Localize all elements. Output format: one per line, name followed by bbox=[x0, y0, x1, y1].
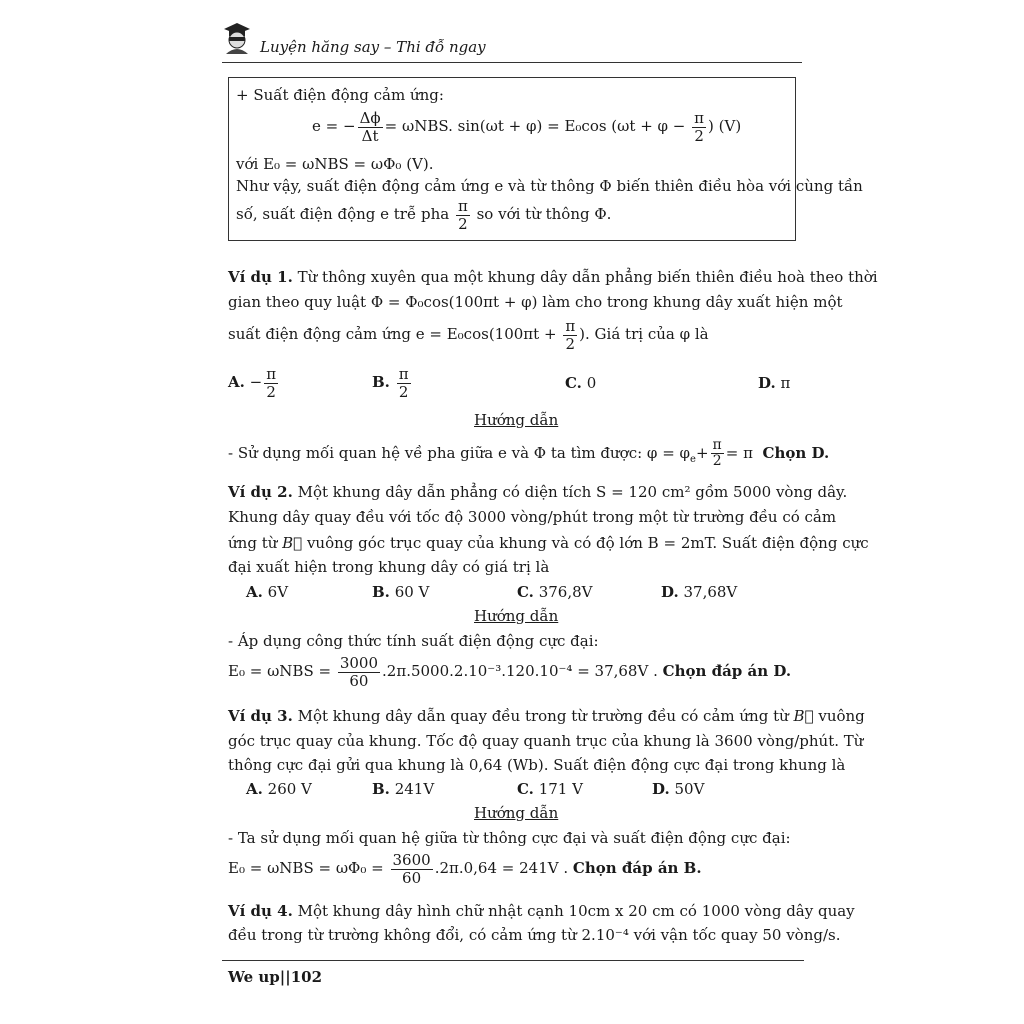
example-1-line-3: suất điện động cảm ứng e = E₀cos(100πt + $\frac{\pi}{2}$ ). Giá trị của φ là bbox=[228, 317, 709, 353]
box-line-1: + Suất điện động cảm ứng: bbox=[236, 86, 444, 104]
example-2-line-1: Ví dụ 2. Một khung dây dẫn phẳng có diện tích S = 120 cm² gồm 5000 vòng dây. bbox=[228, 483, 848, 501]
example-4-line-2: đều trong từ trường không đổi, có cảm ứng từ 2.10⁻⁴ với vận tốc quay 50 vòng/s. bbox=[228, 926, 841, 944]
example-2-guide-heading: Hướng dẫn bbox=[474, 607, 559, 625]
example-1-option-c: C. 0 bbox=[565, 374, 597, 392]
example-1-option-a: A. − $\frac{\pi}{2}$ bbox=[228, 365, 277, 401]
fraction: $\frac{\pi}{2}$ bbox=[457, 197, 468, 233]
header-rule bbox=[222, 62, 802, 63]
fraction: $\frac{\pi}{2}$ bbox=[694, 109, 705, 145]
box-line-4: Như vậy, suất điện động cảm ứng e và từ thông Φ biến thiên điều hòa với cùng tần bbox=[236, 177, 863, 195]
footer-rule bbox=[222, 960, 804, 961]
box-line-3: với E₀ = ωNBS = ωΦ₀ (V). bbox=[236, 155, 434, 173]
fraction: $\frac{\pi}{2}$ bbox=[398, 365, 409, 401]
example-2-line-3: ứng từ B⃗ vuông góc trục quay của khung và có độ lớn B = 2mT. Suất điện động cực bbox=[228, 534, 869, 552]
box-line-5: số, suất điện động e trễ pha $\frac{\pi}{2}$ so với từ thông Φ. bbox=[236, 197, 612, 233]
example-4-line-1: Ví dụ 4. Một khung dây hình chữ nhật cạnh 10cm x 20 cm có 1000 vòng dây quay bbox=[228, 902, 855, 920]
fraction: $\frac{\Delta\phi}{\Delta t}$ bbox=[359, 109, 381, 145]
fraction: $\frac{\pi}{2}$ bbox=[266, 365, 277, 401]
example-1-line-2: gian theo quy luật Φ = Φ₀cos(100πt + φ) làm cho trong khung dây xuất hiện một bbox=[228, 293, 843, 311]
example-3-guide-heading: Hướng dẫn bbox=[474, 804, 559, 822]
fraction: $\frac{3600}{60}$ bbox=[392, 851, 431, 887]
example-3-option-a: A. 260 V bbox=[246, 780, 312, 798]
example-2-line-2: Khung dây quay đều với tốc độ 3000 vòng/phút trong một từ trường đều có cảm bbox=[228, 508, 837, 526]
example-1-option-d: D. π bbox=[758, 374, 791, 392]
example-2-line-4: đại xuất hiện trong khung dây có giá trị là bbox=[228, 558, 550, 576]
example-2-option-b: B. 60 V bbox=[372, 583, 430, 601]
example-2-option-d: D. 37,68V bbox=[661, 583, 738, 601]
fraction: $\frac{\pi}{2}$ bbox=[565, 317, 576, 353]
fraction: $\frac{3000}{60}$ bbox=[339, 654, 379, 690]
box-equation: e = − $\frac{\Delta\phi}{\Delta t}$ = ωNBS. sin(ωt + φ) = E₀cos (ωt + φ − $\frac{\pi}{2}$ ) (V) bbox=[312, 109, 742, 145]
example-3-option-c: C. 171 V bbox=[517, 780, 583, 798]
page-footer: We up||102 bbox=[228, 968, 323, 986]
example-2-solution-1: - Áp dụng công thức tính suất điện động cực đại: bbox=[228, 632, 599, 650]
example-1-guide-heading: Hướng dẫn bbox=[474, 411, 559, 429]
example-2-option-a: A. 6V bbox=[246, 583, 289, 601]
graduate-mascot-icon bbox=[222, 22, 252, 54]
example-1-solution: - Sử dụng mối quan hệ về pha giữa e và Φ ta tìm được: $\varphi = \varphi_e+$ $\frac{\pi}{2}$ = π Chọn D. bbox=[228, 437, 830, 470]
example-3-solution-1: - Ta sử dụng mối quan hệ giữa từ thông cực đại và suất điện động cực đại: bbox=[228, 829, 791, 847]
example-3-solution-2: E₀ = ωNBS = ωΦ₀ = $\frac{3600}{60}$ .2π.0,64 = 241V . Chọn đáp án B. bbox=[228, 851, 702, 887]
example-2-solution-2: E₀ = ωNBS = $\frac{3000}{60}$ .2π.5000.2.10⁻³.120.10⁻⁴ = 37,68V . Chọn đáp án D. bbox=[228, 654, 792, 690]
example-3-option-d: D. 50V bbox=[652, 780, 705, 798]
example-3-line-1: Ví dụ 3. Một khung dây dẫn quay đều trong từ trường đều có cảm ứng từ B⃗ vuông bbox=[228, 707, 865, 725]
fraction: $\frac{\pi}{2}$ bbox=[712, 437, 722, 470]
header-title: Luyện hăng say – Thi đỗ ngay bbox=[260, 38, 486, 56]
example-3-option-b: B. 241V bbox=[372, 780, 435, 798]
example-1-line-1: Ví dụ 1. Từ thông xuyên qua một khung dây dẫn phẳng biến thiên điều hoà theo thời bbox=[228, 268, 878, 286]
example-2-option-c: C. 376,8V bbox=[517, 583, 593, 601]
example-1-option-b: B. $\frac{\pi}{2}$ bbox=[372, 365, 409, 401]
example-3-line-3: thông cực đại gửi qua khung là 0,64 (Wb). Suất điện động cực đại trong khung là bbox=[228, 756, 846, 774]
example-3-line-2: góc trục quay của khung. Tốc độ quay quanh trục của khung là 3600 vòng/phút. Từ bbox=[228, 732, 864, 750]
